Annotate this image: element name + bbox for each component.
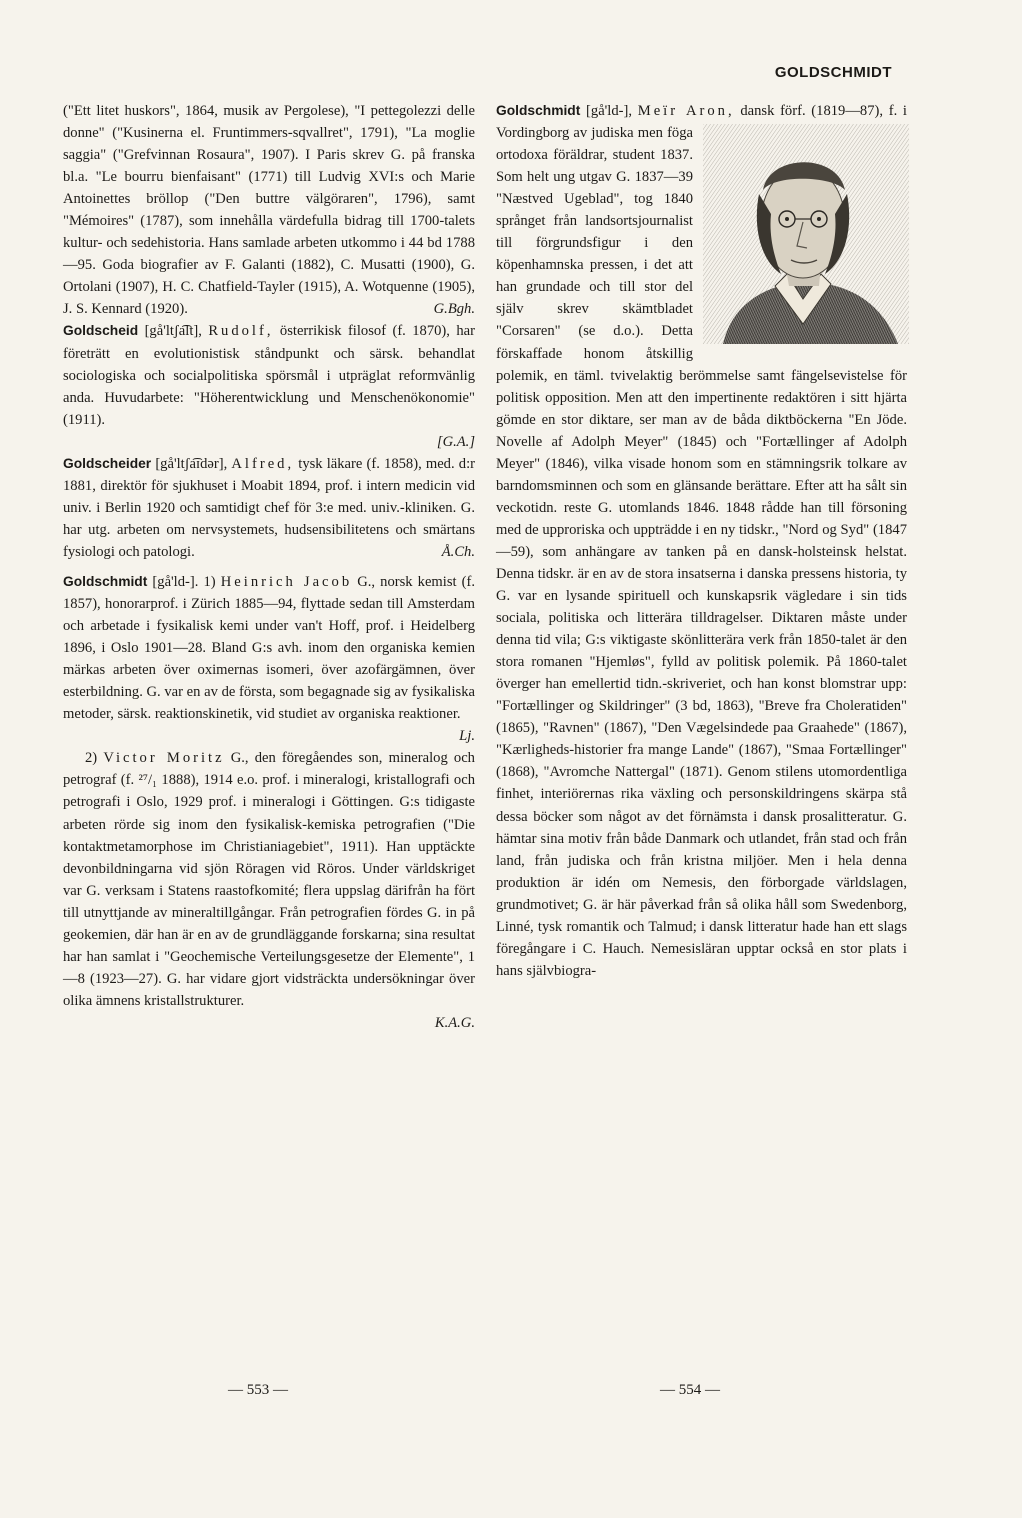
author-signature: Å.Ch.: [441, 543, 475, 560]
pronunciation: [gå'ltʃa͡lt],: [144, 323, 202, 340]
entry-goldscheid: [63, 320, 475, 430]
entry-goldschmidt-meir-aron: [496, 100, 907, 982]
page-number-right: — 554 —: [660, 1382, 720, 1398]
headword: Goldschmidt: [496, 103, 581, 118]
entry-text: G., den föregåendes son, mineralog och petrograf (f. ²⁷/₁ 1888), 1914 e.o. prof. i mineralogi, kristallografi och petrografi i Oslo, 1929 prof. i mineralogi i Göttingen. G:s tidigaste arbeten rörde sig inom den fysikalisk-kemiska petrografien ("Die kontaktmetamorphose im Christianiagebiet", 1911). Han upptäckte devonbildningarna vid sjön Röragen vid Röros. Under världskriget var G. verksam i Statens raastofkomité; flera uppslag därifrån ha fört till utnyttjande av mineraltillgångar. Från petrografien fördes G. in på geokemien, där han är en av de grundläggande forskarna; sina resultat har han samlat i "Geochemische Verteilungsgesetze der Elemente", 1—8 (1923—27). G. har vidare gjort vidsträckta undersökningar över olika ämnens kristallstrukturer.: [63, 750, 475, 1009]
person-name: Alfred,: [231, 455, 295, 472]
headword: Goldscheider: [63, 455, 152, 471]
entry-number: 2): [85, 750, 98, 767]
person-name: Victor Moritz: [103, 750, 225, 767]
pronunciation: [gå'ld-],: [586, 103, 633, 119]
entry-text: G., norsk kemist (f. 1857), honorarprof. i Zürich 1885—94, flyttade sedan till Amsterdam och arbetade i fysikalisk kemi under van't Hoff, prof. i Heidelberg 1896, i Oslo 1901—28. Bland G:s avh. inom den organiska kemien märkas arbeten över oximernas isomeri, över azofärgämnen, över esterbildning. G. var en av de första, som begagnade sig av fysikaliska metoder, särsk. reaktionskinetik, vid studiet av organiska reaktioner.: [63, 573, 476, 723]
running-head: GOLDSCHMIDT: [774, 64, 892, 81]
author-signature: G.Bgh.: [433, 301, 475, 318]
pronunciation: [gå'ld-].: [152, 573, 199, 590]
headword: Goldscheid: [63, 323, 139, 339]
person-name: Meïr Aron,: [637, 103, 735, 119]
entry-goldschmidt-heinrich: [63, 571, 476, 745]
entry-text: tysk läkare (f. 1858), med. d:r 1881, direktör för sjukhuset i Moabit 1894, prof. i intern medicin vid univ. i Berlin 1920 och samtidigt chef för 3:e med. univ.-kliniken. G. har utg. arbeten om nervsystemets, hudsensibilitetens och smärtans fysiologi och patologi.: [63, 455, 475, 560]
person-name: Heinrich Jacob: [220, 573, 353, 590]
author-signature: K.A.G.: [434, 1014, 475, 1031]
entry-text: dansk förf. (1819—87), f. i Vordingborg av judiska men föga ortodoxa föräldrar, student 1837. Som helt ung utgav G. 1837—39 "Næstved Ugeblad", tog 1840 språnget från landsortsjournalist till förgrundsfigur i den köpenhamnska pressen, i det att han grundade och till stor del själv skrev skämtbladet "Corsaren" (se d.o.). Detta förskaffade honom åtskillig polemik, en täml. tvivelaktig berömmelse samt fängelsevistelse för politisk opposition. Men att den impertinente redaktören i sitt hjärta gömde en stor diktare, ser man av de båda diktböckerna "En Jöde. Novelle af Adolph Meyer" (1845) och "Fortællinger af Adolph Meyer" (1846), vilka visade honom som en stämningsrik tolkare av barndomsminnen och som en glänsande berättare. Efter att ha sålt sin veckotidn. reste G. utomlands 1846. 1848 rådde han till försoning med de upproriska och uppträdde i en ny tidskr., "Nord og Syd" (1847—59), som anhängare av tanken på en dansk-holsteinsk helstat. Denna tidskr. är en av de stora insatserna i danska pressens historia, ty G. var en lysande spirituell och kunskapsrik vägledare i sin tids sociala, politiska och litterära tilldragelser. Diktaren måste under denna tid vila; G:s viktigaste skönlitterära verk från 1850-talet är den stora romanen "Hjemløs", fylld av politisk polemik. På 1860-talet överger han emellertid tidn.-skriveriet, och han konst blomstrar upp: "Fortællinger og Skildringer" (3 bd, 1863), "Breve fra Choleratiden" (1865), "Ravnen" (1867), "Den Vægelsindede paa Graahede" (1867), "Kærligheds-historier fra mange Lande" (1867), "Smaa Fortællinger" (1868), "Avromche Nattergal" (1871). Genom stilens utomordentliga finhet, interiörernas rika växling och personskildringens skärpa stå dessa böcker som något av det förnämsta i dansk prosalitteratur. G. hämtar sina motiv från både Danmark och utlandet, från stad och från land, från judiska och från kristna miljöer. Men i hela denna produktion är idén om Nemesis, den förborgade världslagen, grundmotivet; G. är här påverkad från så olika håll som Swedenborg, Linné, tysk romantik och Talmud; i dansk litteratur hade han ett slags föregångare i C. Hauch. Nemesisläran upptar också en stor plats i hans självbiogra-: [496, 103, 907, 979]
entry-text: österrikisk filosof (f. 1870), har företrätt en evolutionistisk ståndpunkt och särsk. behandlat sociologiska och socialpolitiska spörsmål i utpräglat reformvänlig anda. Huvudarbete: "Höherentwicklung und Menschenökonomie" (1911).: [63, 323, 475, 428]
entry-text: ("Ett litet huskors", 1864, musik av Pergolese), "I pettegolezzi delle donne" ("Kusinerna el. Fruntimmers-sqvallret", 1791), "La moglie saggia" ("Grefvinnan Rosaura", 1907). I Paris skrev G. på franska bl.a. "Le bourru bienfaisant" (1771) till Ludvig XVI:s och Marie Antoinettes bröllop ("Den buttre välgöraren", 1796), samt "Mémoires" (1787), som innehålla värdefulla bidrag till 1700-talets kultur- och sedehistoria. Hans samlade arbeten utkommo i 44 bd 1788—95. Goda biografier av F. Galanti (1882), C. Musatti (1900), G. Ortolani (1907), H. C. Chatfield-Tayler (1915), A. Wotquenne (1905), J. S. Kennard (1920).: [63, 103, 475, 318]
person-name: Rudolf,: [208, 323, 274, 340]
right-column: [496, 100, 907, 982]
entry-continuation: [63, 100, 475, 320]
entry-goldschmidt-victor: [63, 747, 475, 1012]
left-column: [63, 100, 475, 1034]
page-number-left: — 553 —: [228, 1382, 288, 1398]
author-signature: Lj.: [459, 728, 475, 745]
pronunciation: [gå'ltʃa͡ɪdər],: [155, 455, 228, 472]
entry-number: 1): [203, 573, 216, 590]
author-signature: [G.A.]: [436, 433, 475, 450]
entry-goldscheider: [63, 453, 475, 563]
portrait-icon: [703, 124, 909, 344]
headword: Goldschmidt: [63, 573, 148, 589]
